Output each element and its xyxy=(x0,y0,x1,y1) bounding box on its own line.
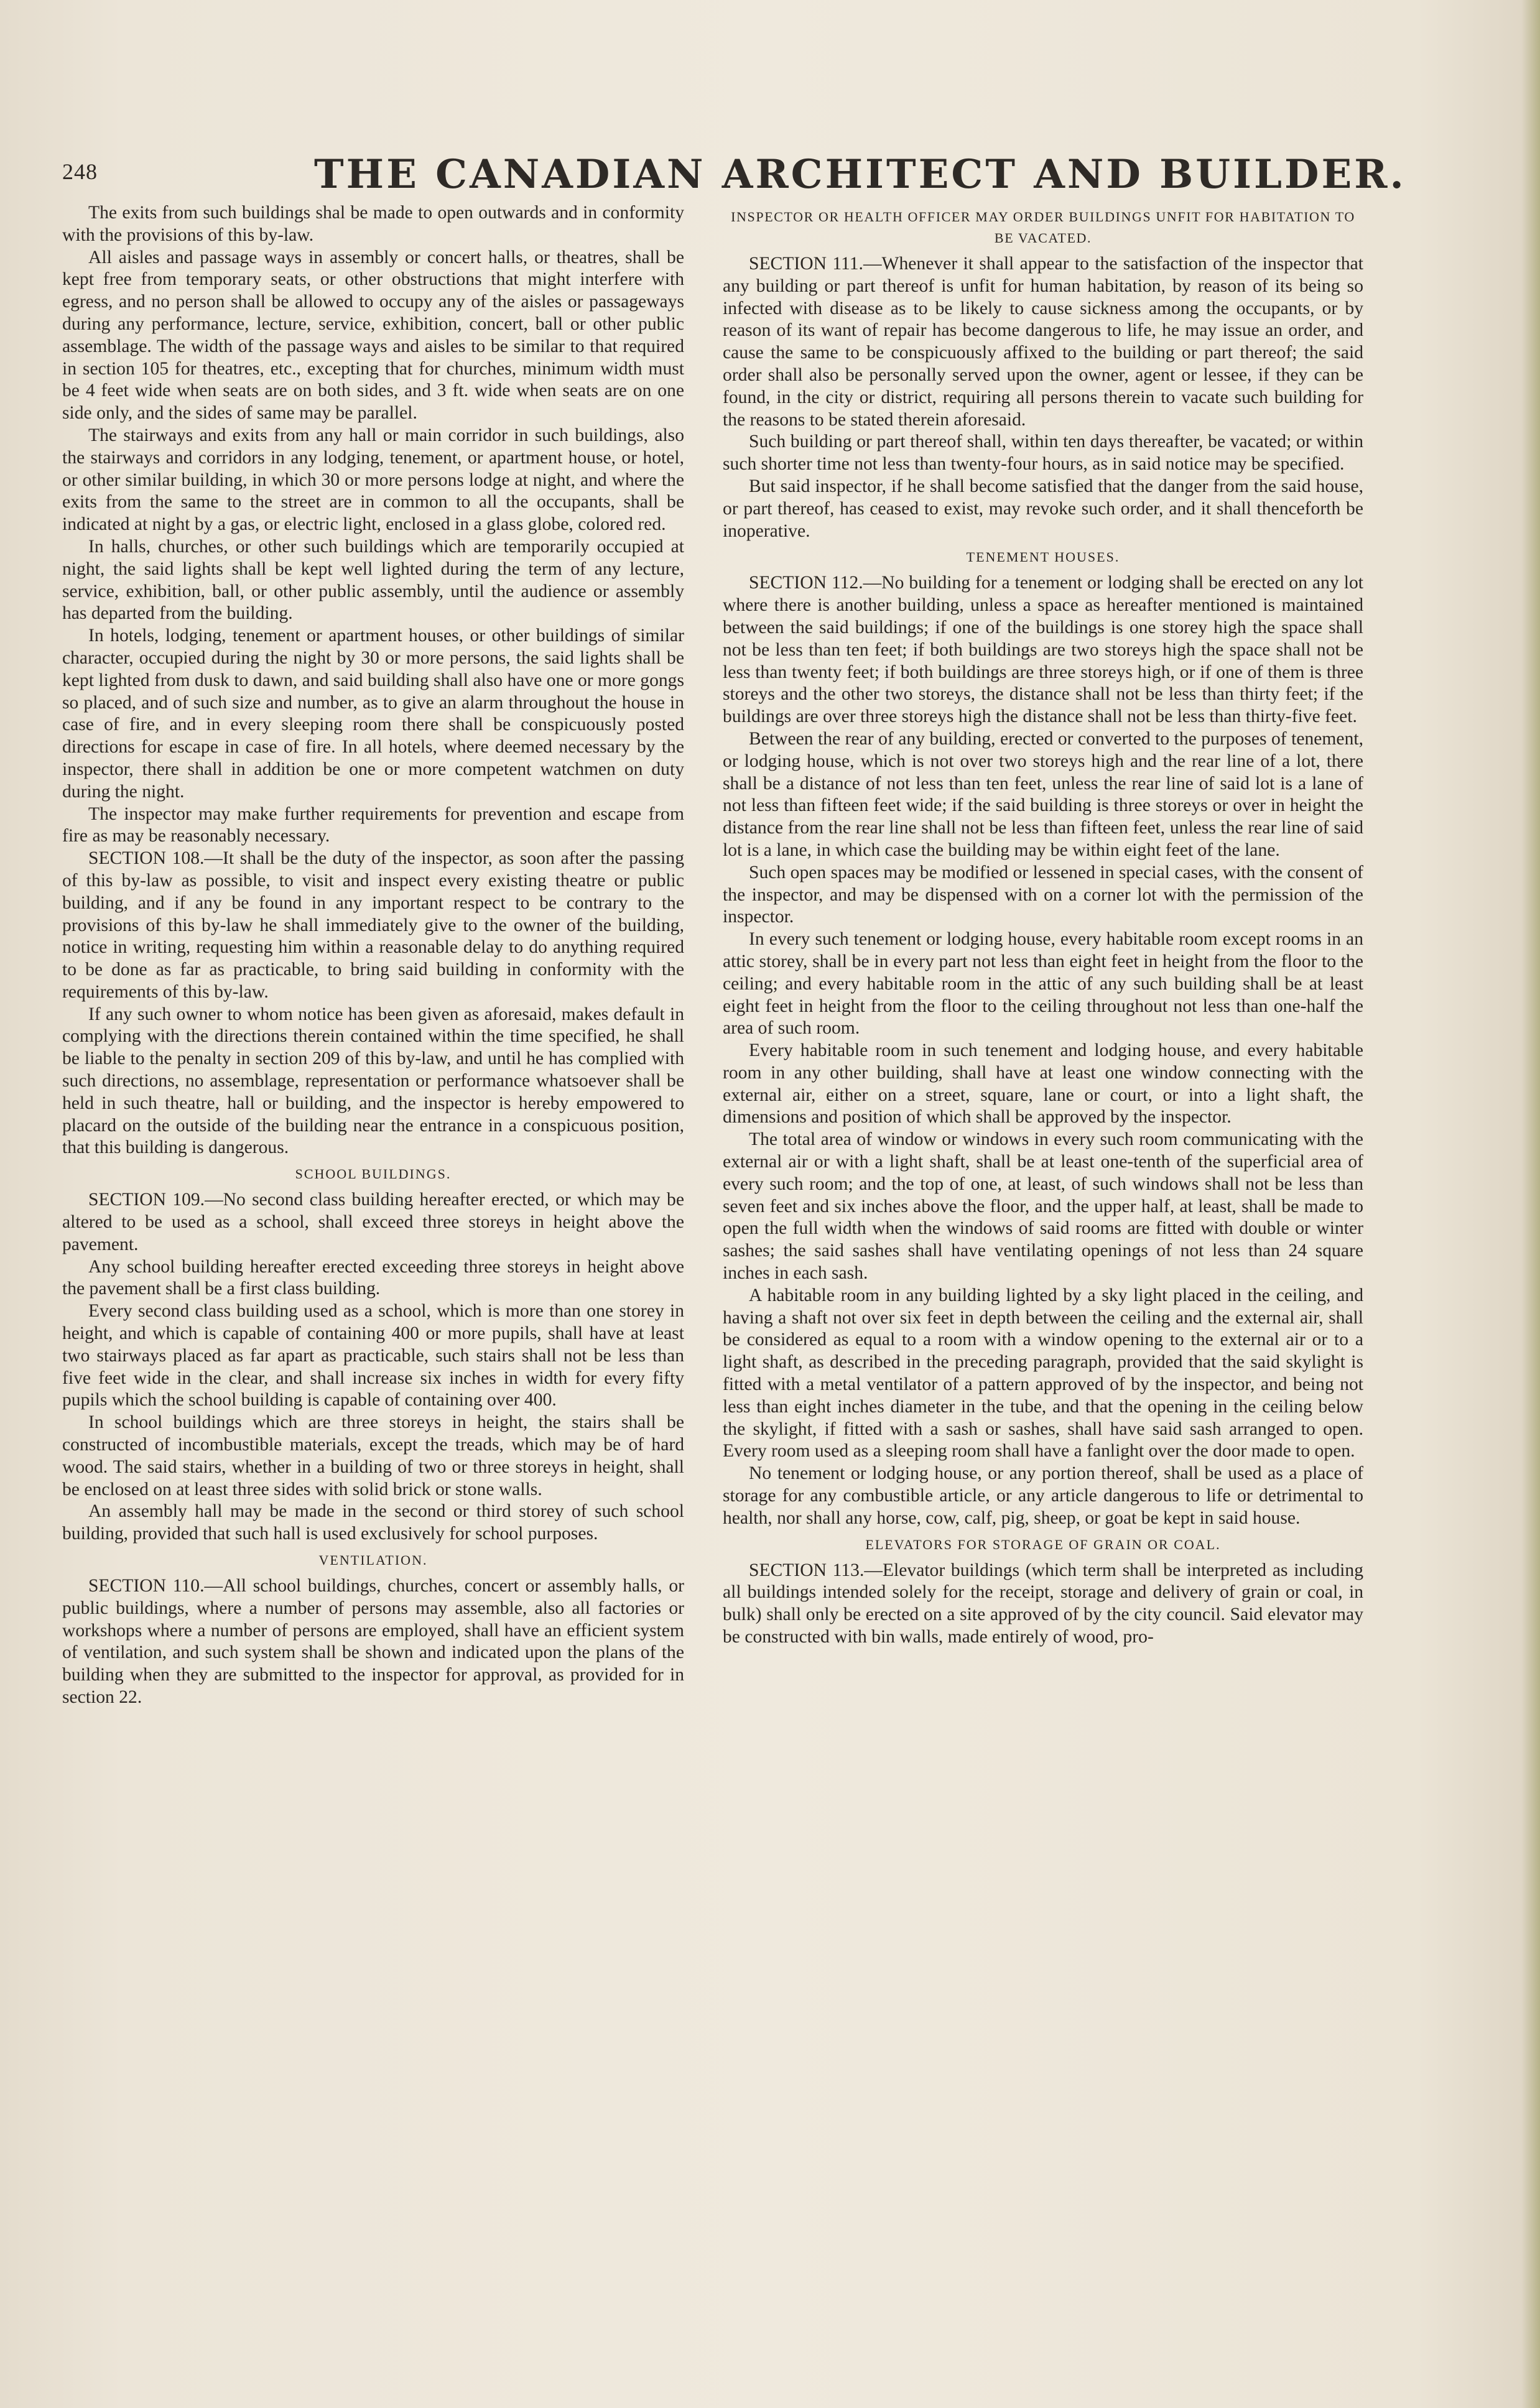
paragraph: SECTION 112.—No building for a tenement or lodging shall be erected on any lot where there is another building, unless a space as hereafter mentioned is maintained between the said buildings; if one of the buildings is one storey high the space shall not be less than ten feet; if both buildings are two storeys high the space shall not be less than twenty feet; if both buildings are three storeys high, or if one of them is three storeys and the other two storeys, the distance shall not be less than thirty feet; if the buildings are over three storeys high the distance shall not be less than thirty-five feet. xyxy=(723,573,1363,727)
section-heading: INSPECTOR OR HEALTH OFFICER MAY ORDER BUILDINGS UNFIT FOR HABITATION TO BE VACATED. xyxy=(731,209,1355,246)
page-number: 248 xyxy=(62,159,98,184)
paragraph: The stairways and exits from any hall or main corridor in such buildings, also the stairways and corridors in any lodging, tenement, or apartment house, or hotel, or other similar building, in which 30 or more persons lodge at night, and where the exits from the same to the street are in common to all the occupants, shall be indicated at night by a gas, or electric light, enclosed in a glass globe, colored red. xyxy=(62,425,684,535)
paragraph: SECTION 111.—Whenever it shall appear to the satisfaction of the inspector that any building or part thereof is unfit for human habitation, by reason of its being so infected with disease as to be likely to cause sickness among the occupants, or by reason of its want of repair has become dangerous to life, he may issue an order, and cause the same to be conspicuously affixed to the building or part thereof; the said order shall also be personally served upon the owner, agent or lessee, if they can be found, in the city or district, requiring all persons therein to vacate such building for the reasons to be stated therein aforesaid. xyxy=(723,254,1363,430)
paragraph: SECTION 113.—Elevator buildings (which term shall be interpreted as including all buildings intended solely for the receipt, storage and delivery of grain or coal, in bulk) shall only be erected on a site approved of by the city council. Said elevator may be constructed with bin walls, made entirely of wood, pro- xyxy=(723,1560,1363,1647)
section-heading: SCHOOL BUILDINGS. xyxy=(295,1166,452,1182)
section-heading: VENTILATION. xyxy=(318,1552,428,1568)
paragraph: A habitable room in any building lighted by a sky light placed in the ceiling, and having a shaft not over six feet in depth between the ceiling and the external air, shall be considered as equal to a room with a window opening to the external air or to a light shaft, as described in the preceding paragraph, provided that the said skylight is fitted with a metal ventilator of a pattern approved of by the inspector, and being not less than eight inches diameter in the tube, and that the opening in the ceiling below the skylight, if fitted with a sash or sashes, shall have said sash arranged to open. Every room used as a sleeping room shall have a fanlight over the door made to open. xyxy=(723,1285,1363,1461)
paragraph: Between the rear of any building, erected or converted to the purposes of tenement, or lodging house, which is not over two storeys high and the rear line of a lot, there shall be a distance of not less than ten feet, unless the rear line of said lot is a lane of not less than fifteen feet wide; if the said building is three storeys or over in height the distance from the rear line shall not be less than fifteen feet, unless the rear line of said lot is a lane, in which case the building may be within eight feet of the lane. xyxy=(723,728,1363,860)
paragraph: In halls, churches, or other such buildings which are temporarily occupied at night, the said lights shall be kept well lighted during the term of any lecture, service, exhibition, ball, or other public assembly, until the audience or assembly has departed from the building. xyxy=(62,536,684,624)
paragraph: SECTION 109.—No second class building hereafter erected, or which may be altered to be used as a school, shall exceed three storeys in height above the pavement. xyxy=(62,1190,684,1254)
paragraph: An assembly hall may be made in the second or third storey of such school building, provided that such hall is used exclusively for school purposes. xyxy=(62,1501,684,1544)
paragraph: SECTION 110.—All school buildings, churches, concert or assembly halls, or public buildings, where a number of persons may assemble, also all factories or workshops where a number of persons are employed, shall have an efficient system of ventilation, and such system shall be shown and indicated upon the plans of the building when they are submitted to the inspector for approval, as provided for in section 22. xyxy=(62,1576,684,1707)
section-heading: TENEMENT HOUSES. xyxy=(966,549,1120,565)
paragraph: In every such tenement or lodging house, every habitable room except rooms in an attic storey, shall be in every part not less than eight feet in height from the floor to the ceiling; and every habitable room in the attic of any such building shall be at least eight feet in height from the floor to the ceiling throughout not less than one-half the area of such room. xyxy=(723,929,1363,1039)
paragraph: If any such owner to whom notice has been given as aforesaid, makes default in complying with the directions therein contained within the time specified, he shall be liable to the penalty in section 209 of this by-law, and until he has complied with such directions, no assemblage, representation or performance whatsoever shall be held in such theatre, hall or building, and the inspector is hereby empowered to placard on the outside of the building near the entrance in a conspicuous position, that this building is dangerous. xyxy=(62,1004,684,1158)
paragraph: Every habitable room in such tenement and lodging house, and every habitable room in any other building, shall have at least one window connecting with the external air, either on a street, square, lane or court, or into a light shaft, the dimensions and position of which shall be approved by the inspector. xyxy=(723,1040,1363,1128)
page-edge-shadow xyxy=(1521,0,1540,2408)
paragraph: The exits from such buildings shal be made to open outwards and in conformity with the provisions of this by-law. xyxy=(62,203,684,245)
paragraph: In hotels, lodging, tenement or apartment houses, or other buildings of similar character, occupied during the night by 30 or more persons, the said lights shall be kept lighted from dusk to dawn, and said building shall also have one or more gongs so placed, and of such size and number, as to give an alarm throughout the house in case of fire, and in every sleeping room there shall be conspicuously posted directions for escape in case of fire. In all hotels, where deemed necessary by the inspector, there shall in addition be one or more competent watchmen on duty during the night. xyxy=(62,626,684,802)
paragraph: Every second class building used as a school, which is more than one storey in height, and which is capable of containing 400 or more pupils, shall have at least two stairways placed as far apart as practicable, such stairs shall not be less than five feet wide in the clear, and shall increase six inches in width for every fifty pupils which the school building is capable of containing over 400. xyxy=(62,1301,684,1410)
masthead-title: THE CANADIAN ARCHITECT AND BUILDER. xyxy=(314,151,1406,198)
page-header xyxy=(62,146,1431,208)
paragraph: In school buildings which are three storeys in height, the stairs shall be constructed of incombustible materials, except the treads, which may be of hard wood. The said stairs, whether in a building of two or three storeys in height, shall be enclosed on at least three sides with solid brick or stone walls. xyxy=(62,1412,684,1499)
paragraph: Any school building hereafter erected exceeding three storeys in height above the pavement shall be a first class building. xyxy=(62,1256,684,1299)
paragraph: No tenement or lodging house, or any portion thereof, shall be used as a place of storage for any combustible article, or any article dangerous to life or detrimental to health, nor shall any horse, cow, calf, pig, sheep, or goat be kept in said house. xyxy=(723,1463,1363,1528)
left-column xyxy=(62,202,684,1709)
paragraph: But said inspector, if he shall become satisfied that the danger from the said house, or part thereof, has ceased to exist, may revoke such order, and it shall thenceforth be inoperative. xyxy=(723,476,1363,541)
right-column xyxy=(723,202,1363,1649)
paragraph: All aisles and passage ways in assembly or concert halls, or theatres, shall be kept free from temporary seats, or other obstructions that might interfere with egress, and no person shall be allowed to occupy any of the aisles or passageways during any performance, lecture, service, exhibition, concert, ball or other public assemblage. The width of the passage ways and aisles to be similar to that required in section 105 for theatres, etc., excepting that for churches, minimum width must be 4 feet wide when seats are on both sides, and 3 ft. wide when seats are on one side only, and the sides of same may be parallel. xyxy=(62,247,684,424)
paragraph: The inspector may make further requirements for prevention and escape from fire as may be reasonably necessary. xyxy=(62,803,684,846)
paragraph: Such open spaces may be modified or lessened in special cases, with the consent of the inspector, and may be dispensed with on a corner lot with the permission of the inspector. xyxy=(723,862,1363,927)
paragraph: Such building or part thereof shall, within ten days thereafter, be vacated; or within such shorter time not less than twenty-four hours, as in said notice may be specified. xyxy=(723,432,1363,475)
paragraph: The total area of window or windows in every such room communicating with the external air or with a light shaft, shall be at least one-tenth of the superficial area of every such room; and the top of one, at least, of such windows shall not be less than seven feet and six inches above the floor, and the upper half, at least, shall be made to open the full width when the windows of said rooms are fitted with double or winter sashes; the said sashes shall have ventilating openings of not less than 24 square inches in each sash. xyxy=(723,1129,1363,1284)
section-heading: ELEVATORS FOR STORAGE OF GRAIN OR COAL. xyxy=(865,1536,1221,1552)
paragraph: SECTION 108.—It shall be the duty of the inspector, as soon after the passing of this by-law as possible, to visit and inspect every existing theatre or public building, and if any be found in any important respect to be contrary to the provisions of this by-law he shall immediately give to the owner of the building, notice in writing, requesting him within a reasonable delay to do anything required to be done as far as practicable, to bring said building in conformity with the requirements of this by-law. xyxy=(62,848,684,1002)
